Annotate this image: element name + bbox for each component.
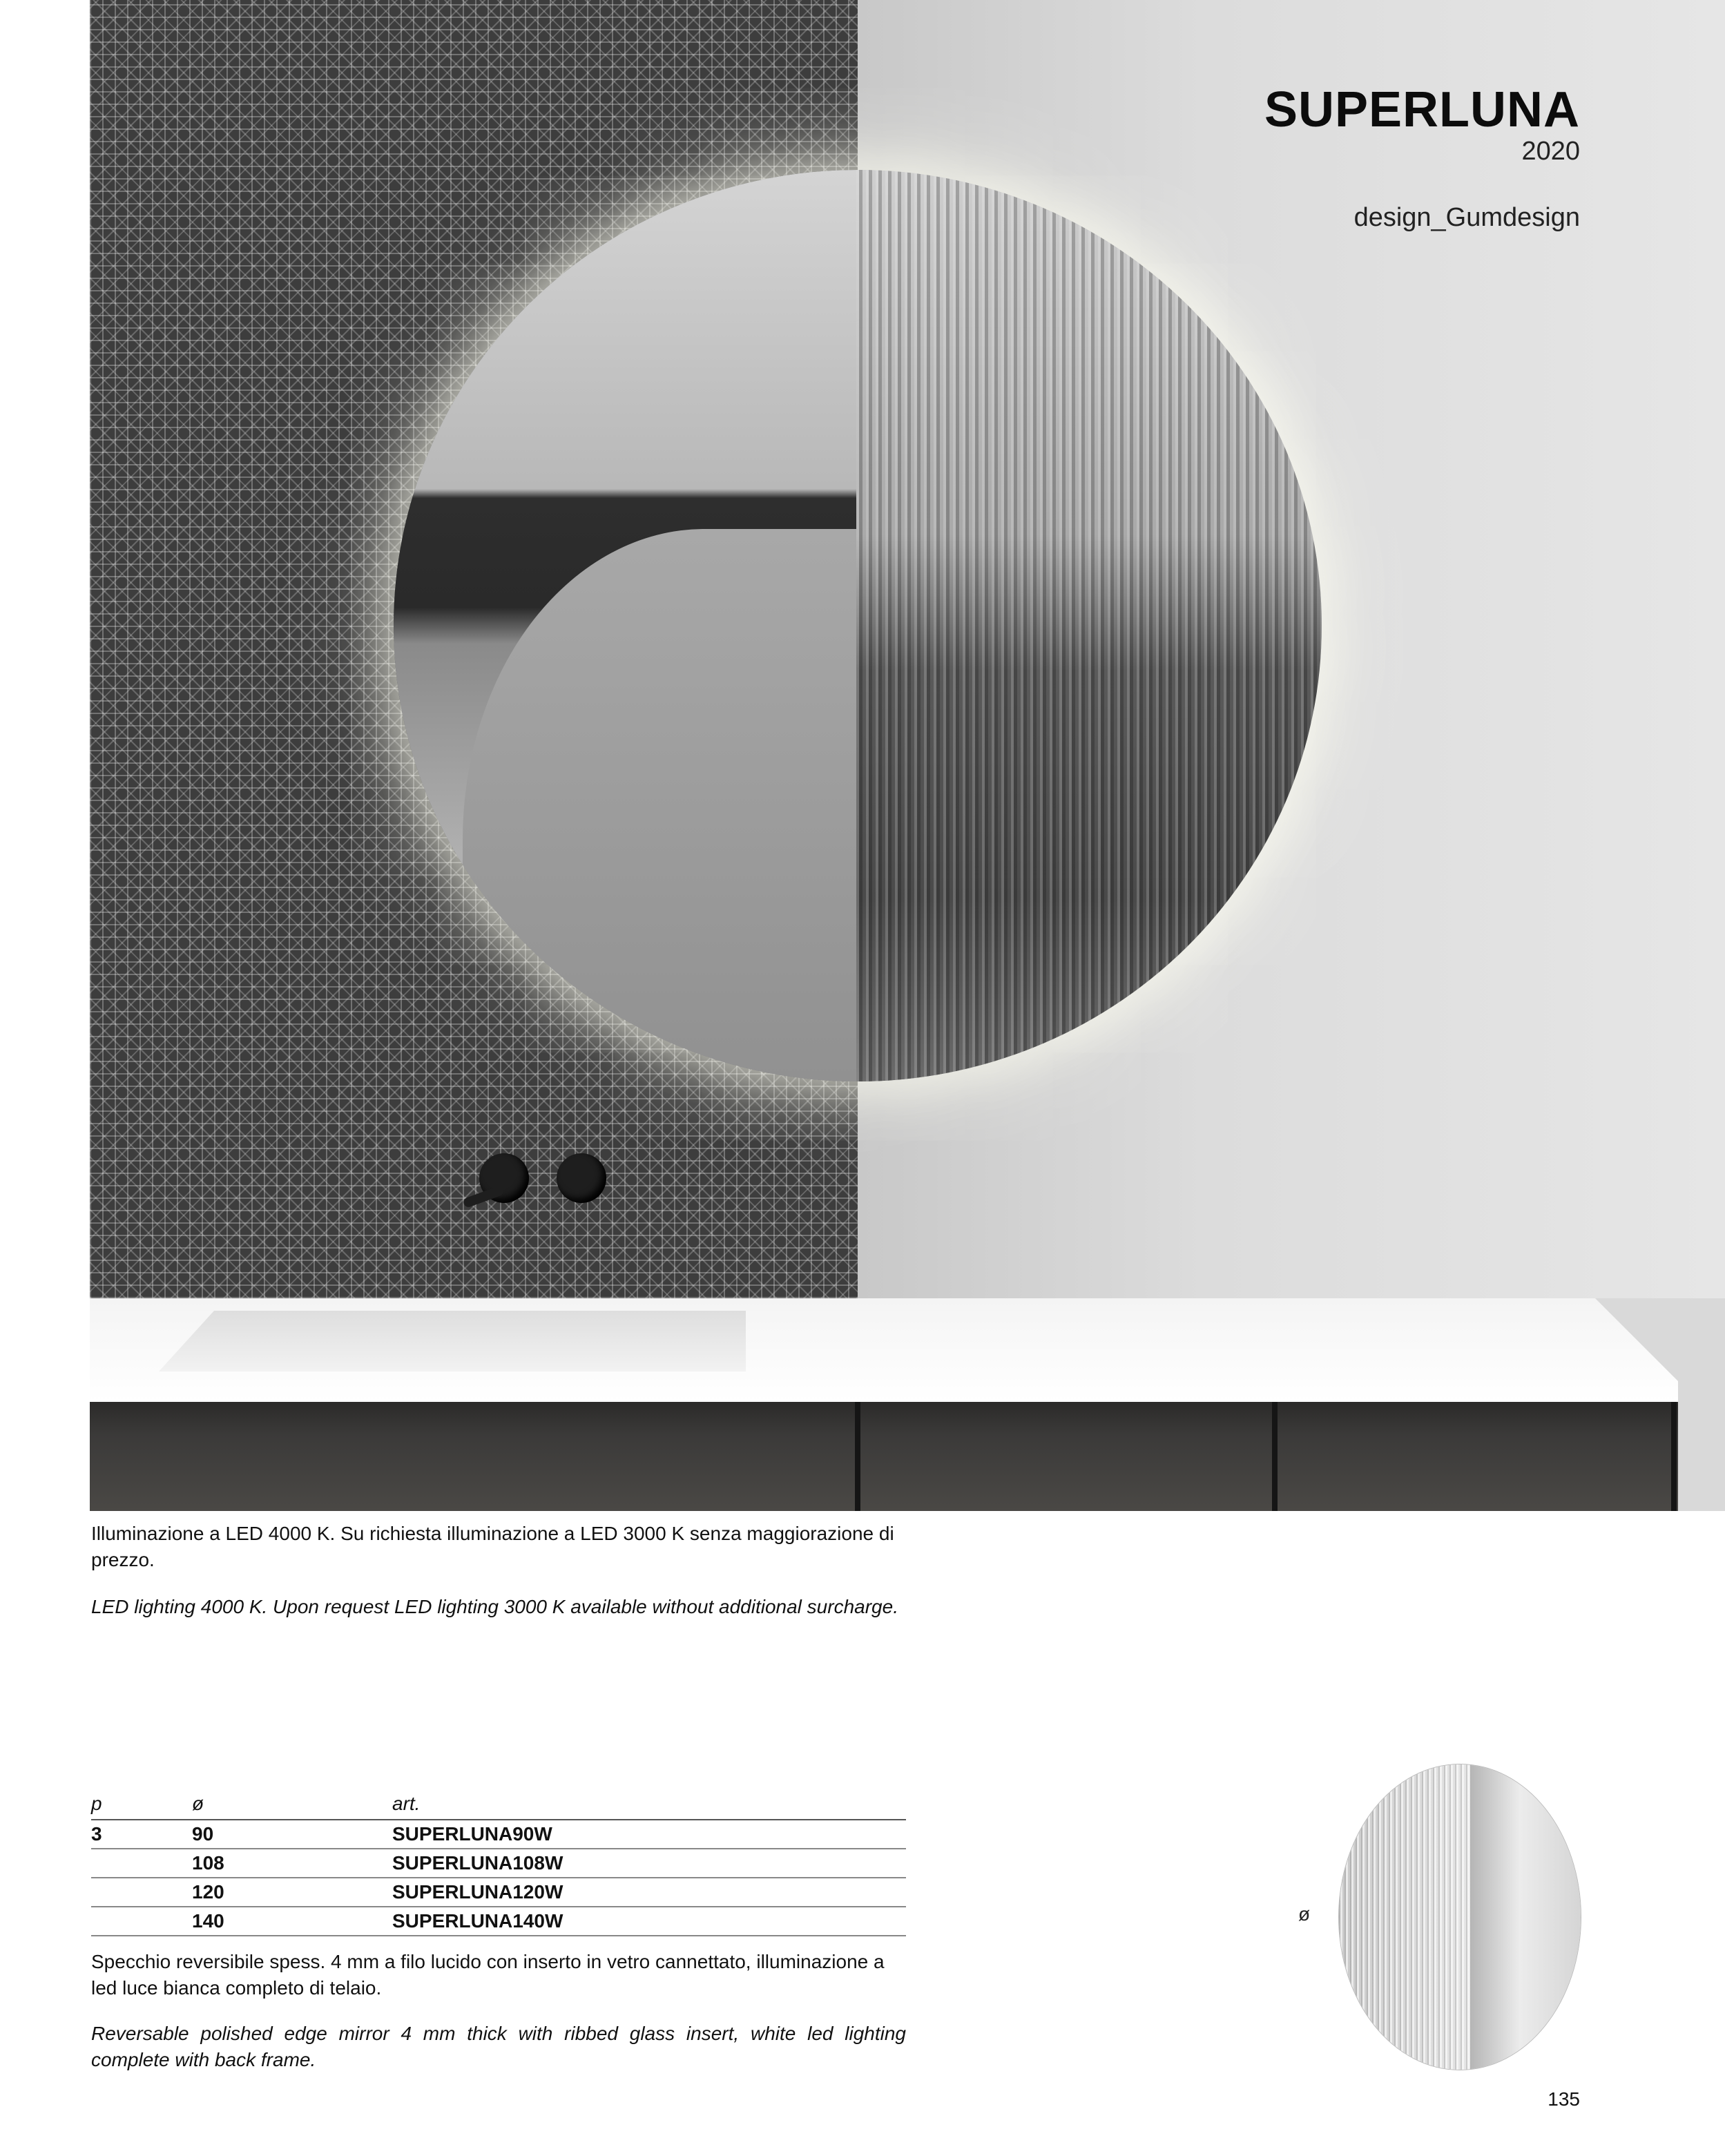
round-mirror [394, 170, 1322, 1081]
table-row [91, 1849, 906, 1878]
cell-diameter: 120 [192, 1878, 392, 1907]
col-header-diameter: ø [192, 1791, 392, 1820]
mirror-thumbnail [1338, 1764, 1581, 2070]
designer-credit: design_Gumdesign [1353, 203, 1580, 232]
cell-p [91, 1907, 192, 1936]
cell-art: SUPERLUNA108W [392, 1849, 906, 1878]
mirror-ribbed-half [856, 170, 1322, 1081]
table-row [91, 1907, 906, 1936]
cell-art: SUPERLUNA140W [392, 1907, 906, 1936]
lighting-text-en: LED lighting 4000 K. Upon request LED lighting 3000 K available without additional surcharge. [91, 1596, 898, 1617]
lighting-text-it: Illuminazione a LED 4000 K. Su richiesta illuminazione a LED 3000 K senza maggiorazione di prezzo. [91, 1523, 894, 1570]
sink-basin [159, 1311, 746, 1371]
cell-art: SUPERLUNA90W [392, 1820, 906, 1849]
page-number: 135 [1548, 2088, 1580, 2110]
cell-art: SUPERLUNA120W [392, 1878, 906, 1907]
faucet-handle [557, 1153, 606, 1203]
table-header-row [91, 1791, 906, 1820]
cell-diameter: 140 [192, 1907, 392, 1936]
cell-p: 3 [91, 1820, 192, 1849]
table-row [91, 1820, 906, 1849]
description-text-it: Specchio reversibile spess. 4 mm a filo lucido con inserto in vetro cannettato, illuminazione a led luce bianca completo di telaio. [91, 1951, 885, 1999]
product-year: 2020 [1521, 137, 1580, 166]
col-header-p: p [91, 1791, 192, 1820]
col-header-art: art. [392, 1791, 906, 1820]
thumbnail-polished-half [1470, 1764, 1581, 2070]
table-row [91, 1878, 906, 1907]
cell-diameter: 90 [192, 1820, 392, 1849]
description-text-en: Reversable polished edge mirror 4 mm thick with ribbed glass insert, white led lighting complete with back frame. [91, 2023, 906, 2070]
cell-diameter: 108 [192, 1849, 392, 1878]
thumbnail-ribbed-half [1339, 1764, 1470, 2070]
cell-p [91, 1849, 192, 1878]
vanity-cabinet [90, 1402, 1678, 1511]
cell-p [91, 1878, 192, 1907]
diameter-label: ø [1298, 1903, 1311, 1925]
spec-table [91, 1791, 906, 1936]
product-title: SUPERLUNA [1264, 82, 1580, 137]
mirror-polished-half [394, 170, 856, 1081]
